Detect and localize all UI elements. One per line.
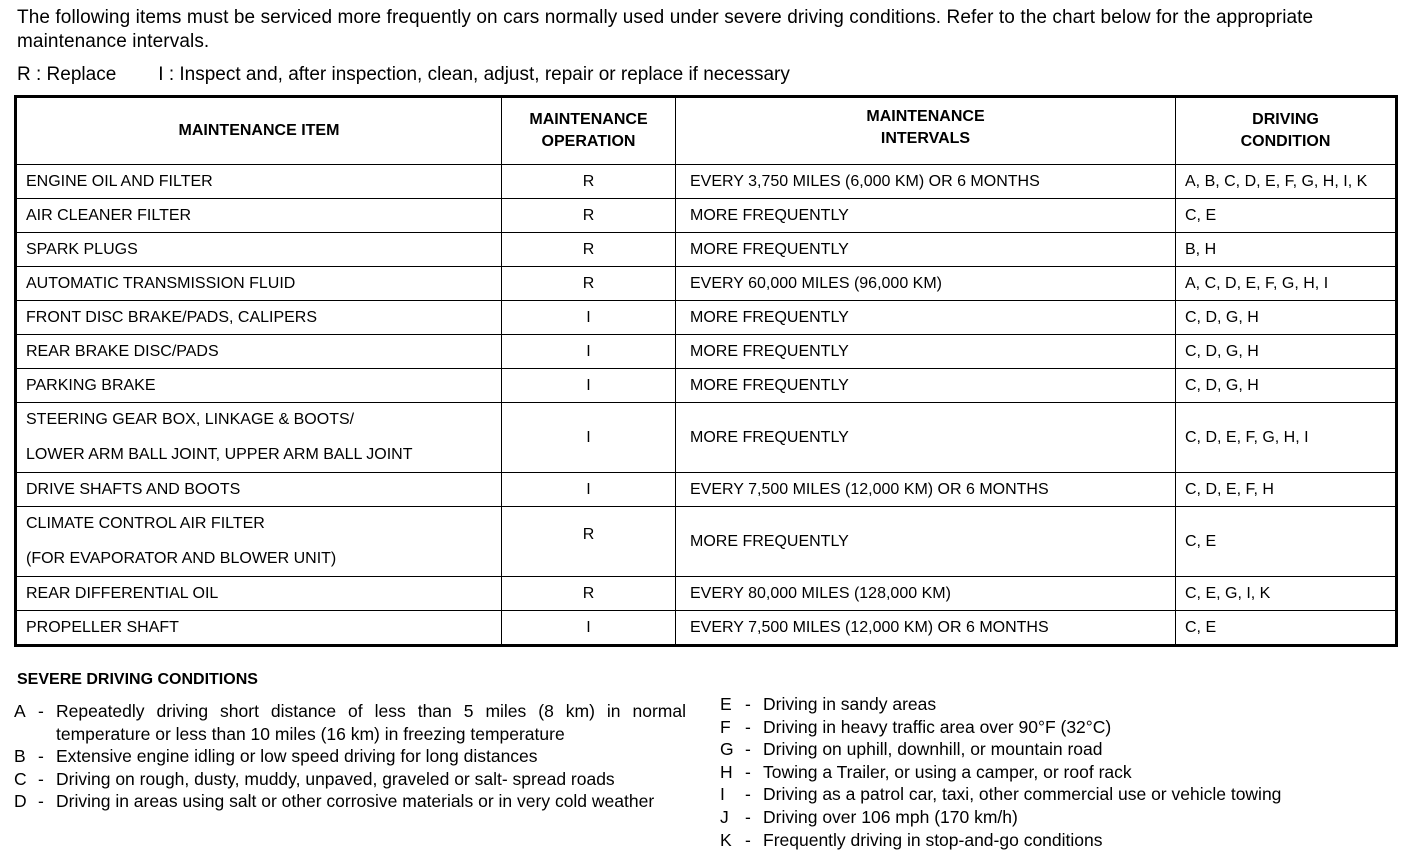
cell-item: PARKING BRAKE: [16, 369, 502, 403]
header-maintenance-operation: MAINTENANCE OPERATION: [502, 97, 676, 165]
cell-interval: EVERY 3,750 MILES (6,000 KM) OR 6 MONTHS: [676, 165, 1176, 199]
condition-item-g: G - Driving on uphill, downhill, or mountain road: [720, 739, 1103, 760]
cell-condition: C, D, E, F, H: [1176, 473, 1397, 507]
table-row: [16, 611, 1397, 646]
cell-operation: R: [502, 233, 676, 267]
cell-interval: MORE FREQUENTLY: [676, 403, 1176, 473]
cell-condition: C, E: [1176, 507, 1397, 577]
cell-item: CLIMATE CONTROL AIR FILTER (FOR EVAPORATOR AND BLOWER UNIT): [16, 507, 502, 577]
cell-item: ENGINE OIL AND FILTER: [16, 165, 502, 199]
condition-item-h: H - Towing a Trailer, or using a camper, or roof rack: [720, 761, 1132, 782]
table-row: [16, 473, 1397, 507]
cell-item: PROPELLER SHAFT: [16, 611, 502, 646]
severe-conditions-right: [720, 693, 1400, 851]
cell-condition: B, H: [1176, 233, 1397, 267]
condition-item-i: I - Driving as a patrol car, taxi, other commercial use or vehicle towing: [720, 784, 1282, 805]
condition-item-b: B - Extensive engine idling or low speed driving for long distances: [14, 746, 538, 767]
legend-inspect: I : Inspect and, after inspection, clean, adjust, repair or replace if necessary: [158, 64, 790, 85]
table-row: [16, 165, 1397, 199]
table-row: [16, 301, 1397, 335]
table-row: [16, 369, 1397, 403]
condition-item-j: J - Driving over 106 mph (170 km/h): [720, 806, 1018, 827]
legend: [17, 63, 790, 87]
header-driving-condition: DRIVING CONDITION: [1176, 97, 1397, 165]
condition-item-e: E - Driving in sandy areas: [720, 694, 937, 714]
condition-item-f: F - Driving in heavy traffic area over 90°F (32°C): [720, 716, 1112, 737]
table-header-row: [16, 97, 1397, 165]
cell-item: REAR BRAKE DISC/PADS: [16, 335, 502, 369]
table-row: [16, 507, 1397, 577]
severe-conditions-left: [14, 700, 686, 813]
cell-condition: C, E: [1176, 199, 1397, 233]
maintenance-table: [14, 95, 1398, 647]
cell-item: AUTOMATIC TRANSMISSION FLUID: [16, 267, 502, 301]
severe-conditions-title: SEVERE DRIVING CONDITIONS: [17, 671, 258, 688]
cell-interval: MORE FREQUENTLY: [676, 301, 1176, 335]
table-row: [16, 335, 1397, 369]
cell-interval: EVERY 80,000 MILES (128,000 KM): [676, 577, 1176, 611]
cell-item: AIR CLEANER FILTER: [16, 199, 502, 233]
cell-interval: MORE FREQUENTLY: [676, 199, 1176, 233]
cell-item: STEERING GEAR BOX, LINKAGE & BOOTS/ LOWER ARM BALL JOINT, UPPER ARM BALL JOINT: [16, 403, 502, 473]
header-maintenance-item: MAINTENANCE ITEM: [16, 97, 502, 165]
cell-operation: I: [502, 335, 676, 369]
cell-condition: C, D, G, H: [1176, 301, 1397, 335]
cell-item: FRONT DISC BRAKE/PADS, CALIPERS: [16, 301, 502, 335]
condition-item-k: K - Frequently driving in stop-and-go conditions: [720, 829, 1103, 850]
cell-condition: C, D, E, F, G, H, I: [1176, 403, 1397, 473]
table-row: [16, 267, 1397, 301]
table-row: [16, 403, 1397, 473]
cell-operation: I: [502, 403, 676, 473]
cell-interval: MORE FREQUENTLY: [676, 507, 1176, 577]
cell-operation: I: [502, 611, 676, 646]
cell-operation: R: [502, 165, 676, 199]
cell-operation: R: [502, 267, 676, 301]
cell-operation: I: [502, 473, 676, 507]
cell-interval: MORE FREQUENTLY: [676, 369, 1176, 403]
cell-interval: MORE FREQUENTLY: [676, 233, 1176, 267]
cell-condition: C, D, G, H: [1176, 369, 1397, 403]
cell-interval: MORE FREQUENTLY: [676, 335, 1176, 369]
cell-operation: I: [502, 301, 676, 335]
cell-operation: R: [502, 507, 676, 577]
cell-condition: C, D, G, H: [1176, 335, 1397, 369]
legend-replace: R : Replace: [17, 64, 117, 85]
table-row: [16, 233, 1397, 267]
cell-operation: R: [502, 577, 676, 611]
cell-interval: EVERY 7,500 MILES (12,000 KM) OR 6 MONTHS: [676, 611, 1176, 646]
table-row: [16, 577, 1397, 611]
header-maintenance-intervals: MAINTENANCE INTERVALS: [676, 97, 1176, 165]
intro-paragraph: The following items must be serviced more frequently on cars normally used under severe driving conditions. Refer to the chart below for the appropriate maintenance intervals.: [17, 7, 1314, 52]
cell-item: REAR DIFFERENTIAL OIL: [16, 577, 502, 611]
condition-item-a: A - Repeatedly driving short distance of less than 5 miles (8 km) in normal temperature or less than 10 miles (16 km) in freezing temperature: [14, 701, 686, 744]
cell-item: DRIVE SHAFTS AND BOOTS: [16, 473, 502, 507]
cell-operation: I: [502, 369, 676, 403]
condition-item-d: D - Driving in areas using salt or other corrosive materials or in very cold weather: [14, 791, 655, 812]
cell-condition: A, C, D, E, F, G, H, I: [1176, 267, 1397, 301]
table-row: [16, 199, 1397, 233]
cell-condition: C, E, G, I, K: [1176, 577, 1397, 611]
condition-item-c: C - Driving on rough, dusty, muddy, unpaved, graveled or salt- spread roads: [14, 768, 615, 789]
cell-interval: EVERY 7,500 MILES (12,000 KM) OR 6 MONTHS: [676, 473, 1176, 507]
cell-condition: A, B, C, D, E, F, G, H, I, K: [1176, 165, 1397, 199]
cell-operation: R: [502, 199, 676, 233]
cell-item: SPARK PLUGS: [16, 233, 502, 267]
cell-condition: C, E: [1176, 611, 1397, 646]
cell-interval: EVERY 60,000 MILES (96,000 KM): [676, 267, 1176, 301]
